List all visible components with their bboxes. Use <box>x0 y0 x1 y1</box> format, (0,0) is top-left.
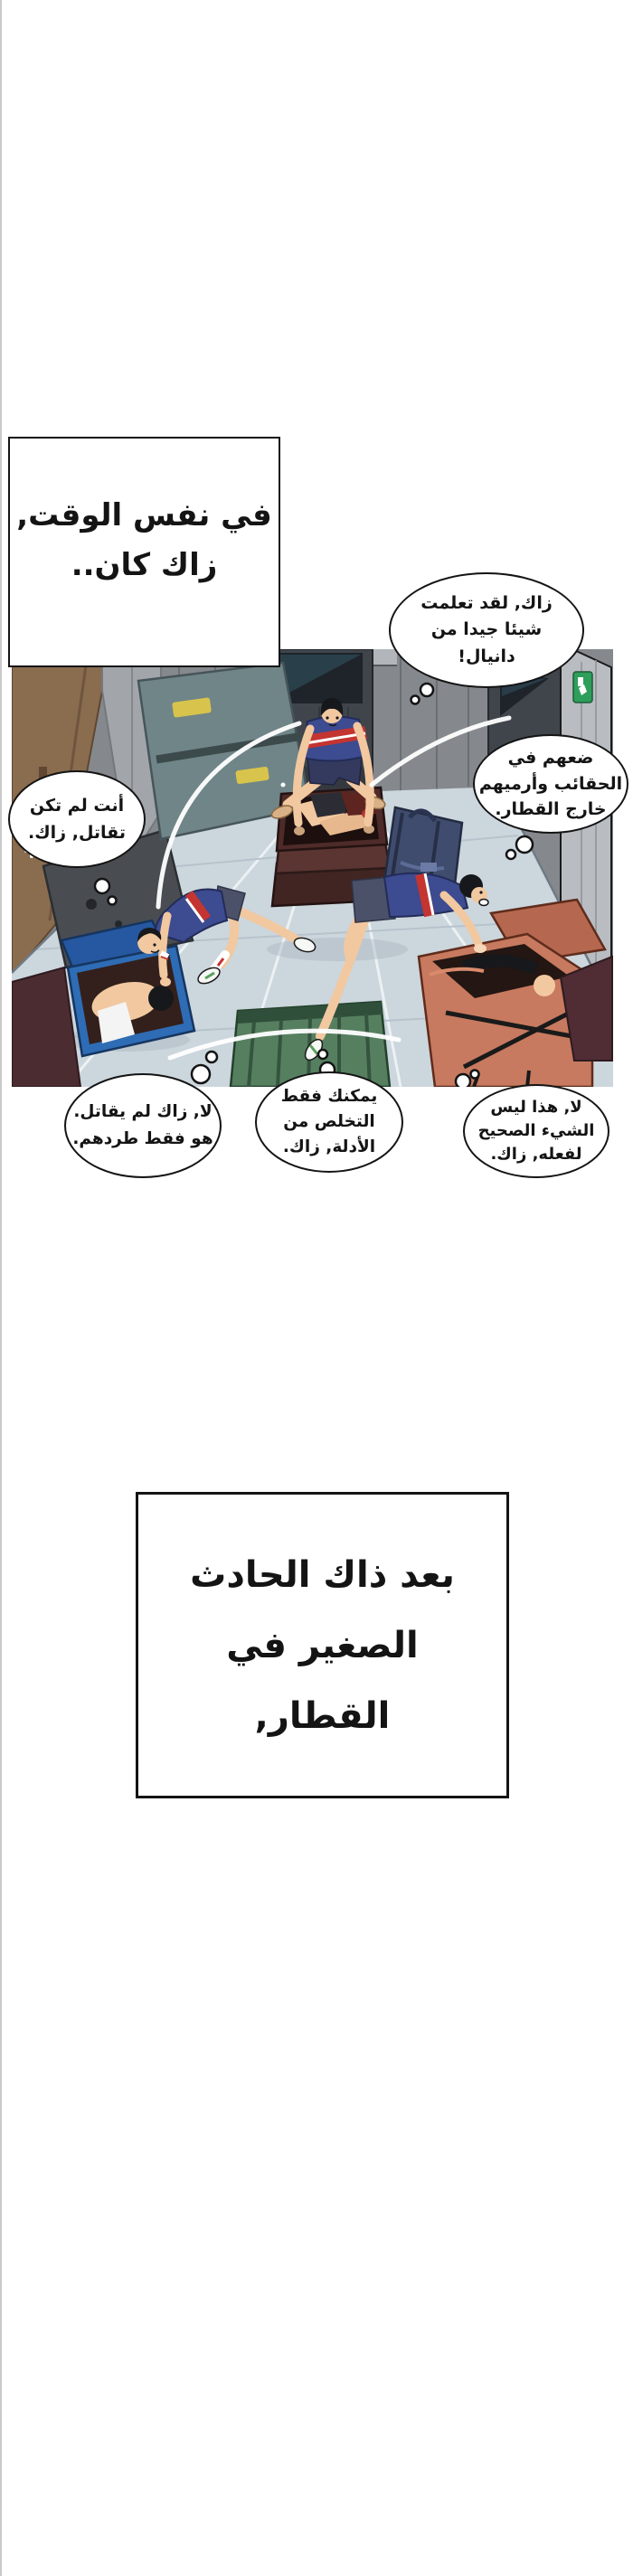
bubble-line: ضعهم في <box>507 748 594 769</box>
bubble-line: يمكنك فقط <box>280 1087 378 1107</box>
narration-line: بعد ذاك الحادث <box>190 1553 455 1596</box>
bubble-line: تقاتل, زاك. <box>28 823 126 843</box>
narration-line: في نفس الوقت, <box>16 497 272 534</box>
bubble-dispose-evidence <box>255 1071 403 1173</box>
narration-line: القطار, <box>254 1694 391 1737</box>
open-mouth <box>479 900 488 906</box>
bubble-line: الحقائب وأرميهم <box>478 773 623 794</box>
bubble-line: لفعله, زاك. <box>490 1145 582 1165</box>
bubble-line: لا, هذا ليس <box>490 1097 582 1117</box>
bubble-daniel-lesson <box>389 572 584 688</box>
bubble-line: أنت لم تكن <box>29 795 125 816</box>
bubble-line: خارج القطار. <box>495 799 607 820</box>
train-corridor-scene <box>12 649 613 1087</box>
comic-panel <box>12 649 613 1087</box>
narration-box-bottom <box>136 1492 509 1798</box>
bubble-not-right-thing <box>463 1084 609 1178</box>
bubble-you-werent-fighting <box>8 770 146 868</box>
narration-box-top <box>8 437 280 667</box>
emergency-exit-sign <box>573 672 592 703</box>
bubble-line: الشيء الصحيح <box>477 1120 595 1140</box>
bubble-put-in-bags <box>473 734 628 834</box>
bubble-line: شيئا جيدا من <box>430 619 543 640</box>
victim-head <box>534 975 555 996</box>
bubble-zack-didnt-fight <box>64 1073 222 1178</box>
bubble-line: التخلص من <box>283 1112 375 1132</box>
narration-line: الصغير في <box>226 1624 419 1666</box>
bubble-line: زاك, لقد تعلمت <box>420 592 553 613</box>
bubble-line: هو فقط طردهم. <box>72 1129 213 1148</box>
bubble-line: الأدلة, زاك. <box>282 1137 376 1156</box>
bubble-line: دانيال! <box>458 646 515 666</box>
narration-line: زاك كان.. <box>71 546 218 583</box>
bubble-line: لا, زاك لم يقاتل. <box>73 1102 213 1122</box>
page-left-edge-line <box>0 0 2 2576</box>
victim-head <box>148 986 174 1011</box>
